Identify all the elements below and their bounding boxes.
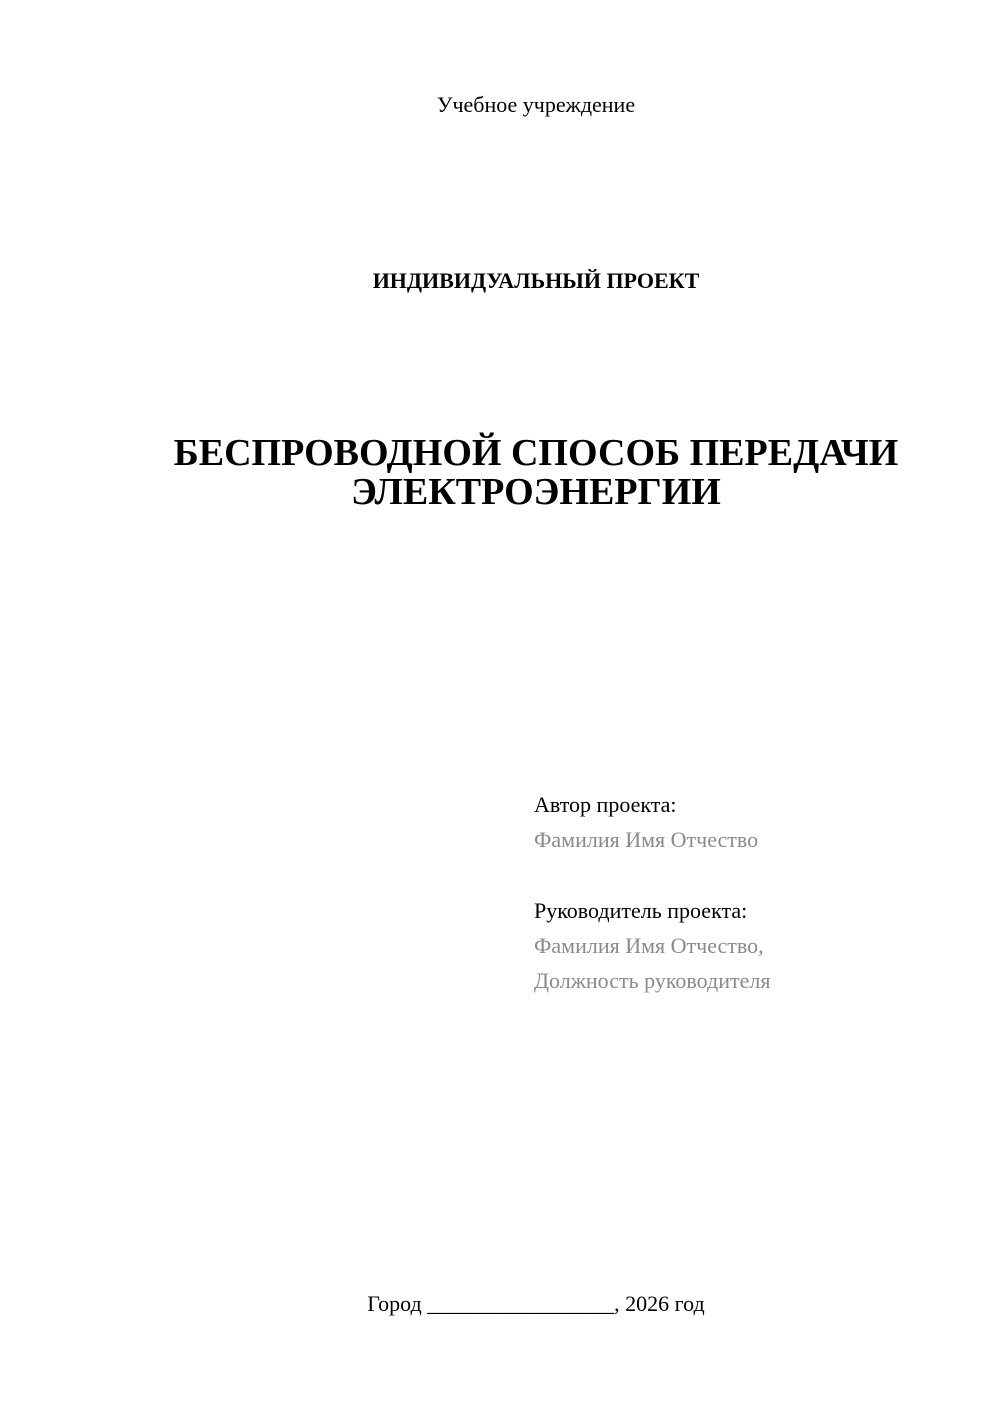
project-title [0,434,1000,512]
supervisor-position: Должность руководителя [534,968,771,993]
supervisor-label: Руководитель проекта: [534,898,748,923]
author-name: Фамилия Имя Отчество [534,827,759,852]
project-type-heading: ИНДИВИДУАЛЬНЫЙ ПРОЕКТ [372,268,700,293]
project-title-line-1: БЕСПРОВОДНОЙ СПОСОБ ПЕРЕДАЧИ [173,432,899,474]
city-blank: _________________ [427,1291,615,1316]
supervisor-name: Фамилия Имя Отчество, [534,933,764,958]
city-year-line [0,1291,1000,1317]
author-label: Автор проекта: [534,792,677,817]
project-title-line-2: ЭЛЕКТРОЭНЕРГИИ [351,471,721,513]
supervisor-block [534,893,770,998]
city-label: Город [367,1291,428,1316]
year-text: , 2026 год [614,1291,705,1316]
author-block [534,787,758,857]
institution-name: Учебное учреждение [436,92,636,117]
